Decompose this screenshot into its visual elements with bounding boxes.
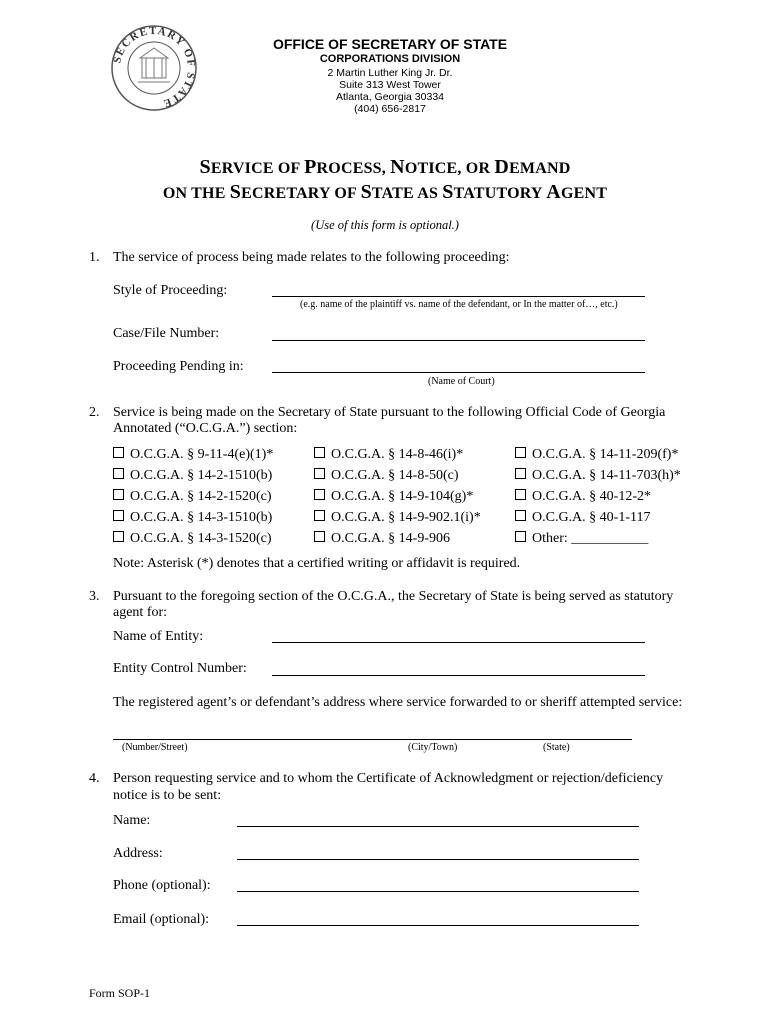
- service-address-field[interactable]: [113, 739, 632, 740]
- requester-address-label: Address:: [113, 846, 163, 861]
- checkbox[interactable]: [515, 531, 526, 542]
- code-option[interactable]: O.C.G.A. § 40-1-117: [515, 510, 681, 531]
- requester-email-label: Email (optional):: [113, 912, 210, 927]
- code-option[interactable]: O.C.G.A. § 14-2-1520(c): [113, 489, 273, 510]
- code-option[interactable]: O.C.G.A. § 14-3-1520(c): [113, 531, 273, 552]
- street-hint: (Number/Street): [122, 742, 188, 753]
- checkbox[interactable]: [314, 468, 325, 479]
- service-address-text: The registered agent’s or defendant’s address where service forwarded to or sheriff attempted service:: [113, 695, 683, 710]
- court-hint: (Name of Court): [428, 376, 495, 387]
- section-3-text-2: agent for:: [113, 605, 168, 620]
- form-id: Form SOP-1: [89, 986, 151, 1000]
- checkbox[interactable]: [515, 447, 526, 458]
- proceeding-pending-label: Proceeding Pending in:: [113, 359, 244, 374]
- entity-control-field[interactable]: [272, 675, 645, 676]
- section-3-text-1: Pursuant to the foregoing section of the O.C.G.A., the Secretary of State is being served as statutory: [113, 589, 674, 604]
- section-1-number: 1.: [89, 250, 100, 265]
- section-3-number: 3.: [89, 589, 100, 604]
- checkbox[interactable]: [515, 468, 526, 479]
- requester-phone-field[interactable]: [237, 891, 639, 892]
- case-number-label: Case/File Number:: [113, 326, 220, 341]
- checkbox[interactable]: [314, 510, 325, 521]
- code-option[interactable]: O.C.G.A. § 9-11-4(e)(1)*: [113, 447, 273, 468]
- code-option[interactable]: O.C.G.A. § 40-12-2*: [515, 489, 681, 510]
- section-4-text-1: Person requesting service and to whom the Certificate of Acknowledgment or rejection/deficiency: [113, 771, 664, 786]
- entity-control-label: Entity Control Number:: [113, 661, 247, 676]
- city-hint: (City/Town): [408, 742, 458, 753]
- code-option[interactable]: O.C.G.A. § 14-9-104(g)*: [314, 489, 481, 510]
- checkbox[interactable]: [314, 447, 325, 458]
- checkbox[interactable]: [113, 531, 124, 542]
- seal-text: SECRETARY OF STATE: [111, 24, 198, 110]
- proceeding-pending-field[interactable]: [272, 372, 645, 373]
- section-2-text-2: Annotated (“O.C.G.A.”) section:: [113, 421, 298, 436]
- section-2-number: 2.: [89, 405, 100, 420]
- office-title: OFFICE OF SECRETARY OF STATE: [272, 36, 508, 52]
- code-column-1: [113, 447, 273, 552]
- division-title: CORPORATIONS DIVISION: [319, 53, 461, 65]
- section-2-text-1: Service is being made on the Secretary of State pursuant to the following Official Code of Georgia: [113, 405, 666, 420]
- code-option[interactable]: O.C.G.A. § 14-8-46(i)*: [314, 447, 481, 468]
- code-option[interactable]: O.C.G.A. § 14-9-906: [314, 531, 481, 552]
- section-4-number: 4.: [89, 771, 100, 786]
- state-seal: [110, 24, 198, 112]
- code-column-3: [515, 447, 681, 552]
- code-option[interactable]: O.C.G.A. § 14-9-902.1(i)*: [314, 510, 481, 531]
- checkbox[interactable]: [515, 510, 526, 521]
- code-option[interactable]: O.C.G.A. § 14-11-209(f)*: [515, 447, 681, 468]
- state-hint: (State): [543, 742, 570, 753]
- checkbox[interactable]: [314, 489, 325, 500]
- requester-email-field[interactable]: [237, 925, 639, 926]
- requester-address-field[interactable]: [237, 859, 639, 860]
- address-line-3: Atlanta, Georgia 30334: [336, 91, 444, 103]
- section-4-text-2: notice is to be sent:: [113, 788, 222, 803]
- code-option[interactable]: Other: ___________: [515, 531, 681, 552]
- entity-name-field[interactable]: [272, 642, 645, 643]
- address-line-2: Suite 313 West Tower: [339, 79, 441, 91]
- optional-note: (Use of this form is optional.): [311, 218, 459, 232]
- checkbox[interactable]: [113, 510, 124, 521]
- code-option[interactable]: O.C.G.A. § 14-8-50(c): [314, 468, 481, 489]
- code-option[interactable]: O.C.G.A. § 14-11-703(h)*: [515, 468, 681, 489]
- checkbox[interactable]: [515, 489, 526, 500]
- style-of-proceeding-label: Style of Proceeding:: [113, 283, 228, 298]
- style-of-proceeding-field[interactable]: [272, 296, 645, 297]
- code-option[interactable]: O.C.G.A. § 14-3-1510(b): [113, 510, 273, 531]
- checkbox[interactable]: [113, 468, 124, 479]
- requester-name-label: Name:: [113, 813, 151, 828]
- form-title-line-1: SERVICE OF PROCESS, NOTICE, OR DEMAND: [199, 156, 571, 178]
- case-number-field[interactable]: [272, 340, 645, 341]
- requester-phone-label: Phone (optional):: [113, 878, 211, 893]
- asterisk-note: Note: Asterisk (*) denotes that a certified writing or affidavit is required.: [113, 556, 521, 571]
- checkbox[interactable]: [113, 489, 124, 500]
- requester-name-field[interactable]: [237, 826, 639, 827]
- address-line-1: 2 Martin Luther King Jr. Dr.: [327, 67, 453, 79]
- entity-name-label: Name of Entity:: [113, 629, 204, 644]
- form-title-line-2: ON THE SECRETARY OF STATE AS STATUTORY AGENT: [162, 181, 608, 203]
- code-column-2: [314, 447, 481, 552]
- checkbox[interactable]: [314, 531, 325, 542]
- section-1-text: The service of process being made relates to the following proceeding:: [113, 250, 510, 265]
- code-option[interactable]: O.C.G.A. § 14-2-1510(b): [113, 468, 273, 489]
- style-of-proceeding-hint: (e.g. name of the plaintiff vs. name of the defendant, or In the matter of…, etc.): [300, 299, 618, 310]
- checkbox[interactable]: [113, 447, 124, 458]
- phone-line: (404) 656-2817: [354, 103, 426, 115]
